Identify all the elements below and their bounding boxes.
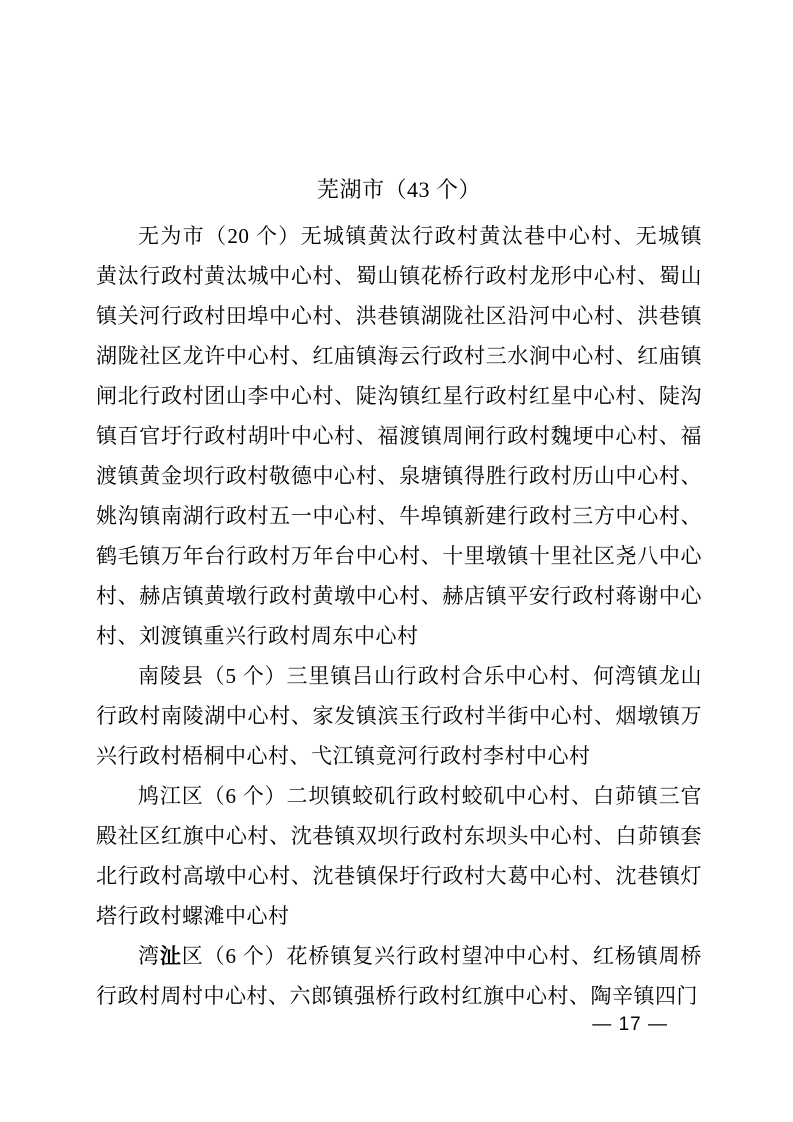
paragraph-text-pre: 湾 [138, 944, 160, 968]
document-content [96, 170, 702, 1016]
page-title: 芜湖市（43 个） [316, 177, 481, 202]
paragraph-wanzhi-district [96, 936, 702, 1016]
paragraph-nanling-county: 南陵县（5 个）三里镇吕山行政村合乐中心村、何湾镇龙山行政村南陵湖中心村、家发镇滨玉行政村半街中心村、烟墩镇万兴行政村梧桐中心村、弋江镇竟河行政村李村中心村 [96, 664, 702, 768]
paragraph-wuwei-city: 无为市（20 个）无城镇黄汰行政村黄汰巷中心村、无城镇黄汰行政村黄汰城中心村、蜀山镇花桥行政村龙形中心村、蜀山镇关河行政村田埠中心村、洪巷镇湖陇社区沿河中心村、洪巷镇湖陇社区龙许中心村、红庙镇海云行政村三水涧中心村、红庙镇闸北行政村团山李中心村、陡沟镇红星行政村红星中心村、陡沟镇百官圩行政村胡叶中心村、福渡镇周闸行政村魏埂中心村、福渡镇黄金坝行政村敬德中心村、泉塘镇得胜行政村历山中心村、姚沟镇南湖行政村五一中心村、牛埠镇新建行政村三方中心村、鹤毛镇万年台行政村万年台中心村、十里墩镇十里社区尧八中心村、赫店镇黄墩行政村黄墩中心村、赫店镇平安行政村蒋谢中心村、刘渡镇重兴行政村周东中心村 [96, 224, 702, 648]
paragraph-text-bold-char: 沚 [159, 944, 182, 968]
paragraph-text-post: 区（6 个）花桥镇复兴行政村望冲中心村、红杨镇周桥行政村周村中心村、六郎镇强桥行政村红旗中心村、陶辛镇四门 [96, 944, 702, 1008]
page-number: — 17 — [592, 1014, 668, 1035]
paragraph-jiujiang-district: 鸠江区（6 个）二坝镇蛟矶行政村蛟矶中心村、白茆镇三官殿社区红旗中心村、沈巷镇双坝行政村东坝头中心村、白茆镇套北行政村高墩中心村、沈巷镇保圩行政村大葛中心村、沈巷镇灯塔行政村螺滩中心村 [96, 784, 702, 928]
